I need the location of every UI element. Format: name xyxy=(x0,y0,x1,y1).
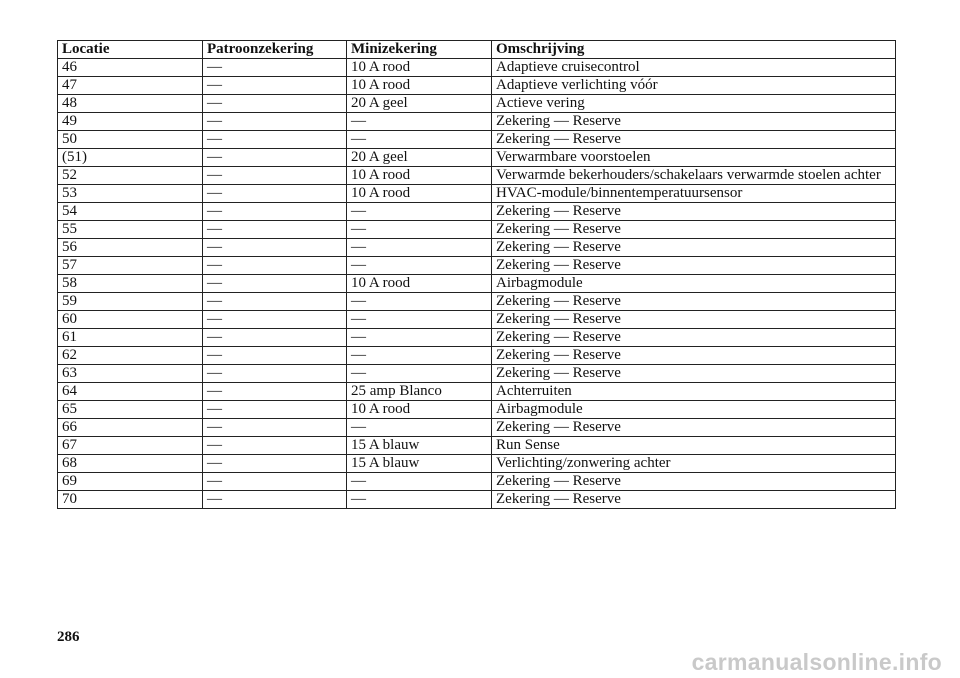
cell-location: 66 xyxy=(58,419,203,437)
header-mini-fuse: Minizekering xyxy=(347,41,492,59)
table-row xyxy=(58,275,896,293)
cell-mini-fuse: 10 A rood xyxy=(347,275,492,293)
cell-mini-fuse: — xyxy=(347,203,492,221)
header-row xyxy=(58,41,896,59)
cell-cartridge-fuse: — xyxy=(203,473,347,491)
cell-location: 56 xyxy=(58,239,203,257)
cell-description: Airbagmodule xyxy=(492,275,896,293)
page-number: 286 xyxy=(57,629,80,645)
table-row xyxy=(58,401,896,419)
table-row xyxy=(58,257,896,275)
cell-cartridge-fuse: — xyxy=(203,167,347,185)
cell-mini-fuse: — xyxy=(347,419,492,437)
table-row xyxy=(58,95,896,113)
header-description: Omschrijving xyxy=(492,41,896,59)
cell-mini-fuse: — xyxy=(347,491,492,509)
cell-description: HVAC-module/binnentemperatuursensor xyxy=(492,185,896,203)
cell-location: 62 xyxy=(58,347,203,365)
cell-cartridge-fuse: — xyxy=(203,131,347,149)
cell-mini-fuse: — xyxy=(347,329,492,347)
cell-location: 48 xyxy=(58,95,203,113)
table-row xyxy=(58,365,896,383)
cell-mini-fuse: 15 A blauw xyxy=(347,437,492,455)
cell-location: 54 xyxy=(58,203,203,221)
cell-mini-fuse: — xyxy=(347,311,492,329)
cell-location: 50 xyxy=(58,131,203,149)
cell-cartridge-fuse: — xyxy=(203,113,347,131)
header-cartridge-fuse: Patroonzekering xyxy=(203,41,347,59)
table-row xyxy=(58,347,896,365)
cell-cartridge-fuse: — xyxy=(203,257,347,275)
table-header xyxy=(58,41,896,59)
cell-location: 47 xyxy=(58,77,203,95)
cell-mini-fuse: — xyxy=(347,365,492,383)
cell-cartridge-fuse: — xyxy=(203,149,347,167)
cell-mini-fuse: — xyxy=(347,239,492,257)
cell-mini-fuse: 20 A geel xyxy=(347,95,492,113)
cell-cartridge-fuse: — xyxy=(203,203,347,221)
cell-location: 64 xyxy=(58,383,203,401)
watermark: carmanualsonline.info xyxy=(691,649,942,675)
header-location: Locatie xyxy=(58,41,203,59)
cell-mini-fuse: 10 A rood xyxy=(347,59,492,77)
cell-location: 60 xyxy=(58,311,203,329)
cell-location: 59 xyxy=(58,293,203,311)
table-body xyxy=(58,59,896,509)
cell-description: Airbagmodule xyxy=(492,401,896,419)
cell-description: Zekering — Reserve xyxy=(492,221,896,239)
cell-cartridge-fuse: — xyxy=(203,77,347,95)
cell-location: 57 xyxy=(58,257,203,275)
table-row xyxy=(58,455,896,473)
cell-cartridge-fuse: — xyxy=(203,329,347,347)
cell-description: Verlichting/zonwering achter xyxy=(492,455,896,473)
table-row xyxy=(58,77,896,95)
cell-description: Zekering — Reserve xyxy=(492,113,896,131)
cell-description: Zekering — Reserve xyxy=(492,329,896,347)
table-row xyxy=(58,293,896,311)
cell-description: Zekering — Reserve xyxy=(492,203,896,221)
table-row xyxy=(58,473,896,491)
cell-location: (51) xyxy=(58,149,203,167)
cell-location: 58 xyxy=(58,275,203,293)
cell-cartridge-fuse: — xyxy=(203,491,347,509)
cell-cartridge-fuse: — xyxy=(203,221,347,239)
cell-location: 69 xyxy=(58,473,203,491)
table-row xyxy=(58,329,896,347)
table-row xyxy=(58,203,896,221)
cell-description: Adaptieve verlichting vóór xyxy=(492,77,896,95)
cell-cartridge-fuse: — xyxy=(203,437,347,455)
table-row xyxy=(58,149,896,167)
cell-mini-fuse: — xyxy=(347,293,492,311)
cell-description: Actieve vering xyxy=(492,95,896,113)
cell-cartridge-fuse: — xyxy=(203,275,347,293)
cell-mini-fuse: 10 A rood xyxy=(347,401,492,419)
cell-description: Verwarmde bekerhouders/schakelaars verwarmde stoelen achter xyxy=(492,167,896,185)
cell-description: Zekering — Reserve xyxy=(492,293,896,311)
cell-cartridge-fuse: — xyxy=(203,455,347,473)
cell-description: Zekering — Reserve xyxy=(492,239,896,257)
cell-description: Zekering — Reserve xyxy=(492,473,896,491)
cell-location: 52 xyxy=(58,167,203,185)
cell-location: 55 xyxy=(58,221,203,239)
cell-mini-fuse: 10 A rood xyxy=(347,185,492,203)
cell-cartridge-fuse: — xyxy=(203,311,347,329)
cell-description: Zekering — Reserve xyxy=(492,419,896,437)
cell-description: Zekering — Reserve xyxy=(492,131,896,149)
cell-cartridge-fuse: — xyxy=(203,293,347,311)
table-row xyxy=(58,419,896,437)
cell-cartridge-fuse: — xyxy=(203,347,347,365)
cell-description: Zekering — Reserve xyxy=(492,311,896,329)
cell-cartridge-fuse: — xyxy=(203,365,347,383)
cell-location: 65 xyxy=(58,401,203,419)
cell-cartridge-fuse: — xyxy=(203,401,347,419)
cell-location: 70 xyxy=(58,491,203,509)
table-row xyxy=(58,185,896,203)
cell-location: 68 xyxy=(58,455,203,473)
cell-cartridge-fuse: — xyxy=(203,383,347,401)
fuse-table xyxy=(57,40,896,509)
table-row xyxy=(58,131,896,149)
cell-mini-fuse: — xyxy=(347,113,492,131)
cell-mini-fuse: — xyxy=(347,131,492,149)
cell-location: 49 xyxy=(58,113,203,131)
cell-cartridge-fuse: — xyxy=(203,419,347,437)
table-row xyxy=(58,311,896,329)
cell-location: 63 xyxy=(58,365,203,383)
table-row xyxy=(58,167,896,185)
cell-location: 46 xyxy=(58,59,203,77)
table-row xyxy=(58,491,896,509)
cell-cartridge-fuse: — xyxy=(203,239,347,257)
cell-description: Zekering — Reserve xyxy=(492,491,896,509)
cell-cartridge-fuse: — xyxy=(203,95,347,113)
cell-description: Verwarmbare voorstoelen xyxy=(492,149,896,167)
table-row xyxy=(58,437,896,455)
cell-description: Achterruiten xyxy=(492,383,896,401)
cell-mini-fuse: 10 A rood xyxy=(347,167,492,185)
cell-mini-fuse: — xyxy=(347,347,492,365)
cell-mini-fuse: — xyxy=(347,221,492,239)
cell-location: 67 xyxy=(58,437,203,455)
cell-mini-fuse: 10 A rood xyxy=(347,77,492,95)
cell-description: Adaptieve cruisecontrol xyxy=(492,59,896,77)
cell-mini-fuse: 15 A blauw xyxy=(347,455,492,473)
cell-location: 61 xyxy=(58,329,203,347)
cell-mini-fuse: — xyxy=(347,473,492,491)
cell-mini-fuse: 20 A geel xyxy=(347,149,492,167)
cell-description: Zekering — Reserve xyxy=(492,365,896,383)
cell-cartridge-fuse: — xyxy=(203,59,347,77)
cell-description: Zekering — Reserve xyxy=(492,347,896,365)
cell-location: 53 xyxy=(58,185,203,203)
cell-cartridge-fuse: — xyxy=(203,185,347,203)
cell-mini-fuse: — xyxy=(347,257,492,275)
table-row xyxy=(58,239,896,257)
table-row xyxy=(58,383,896,401)
table-row xyxy=(58,59,896,77)
cell-description: Run Sense xyxy=(492,437,896,455)
table-row xyxy=(58,113,896,131)
table-row xyxy=(58,221,896,239)
cell-description: Zekering — Reserve xyxy=(492,257,896,275)
cell-mini-fuse: 25 amp Blanco xyxy=(347,383,492,401)
